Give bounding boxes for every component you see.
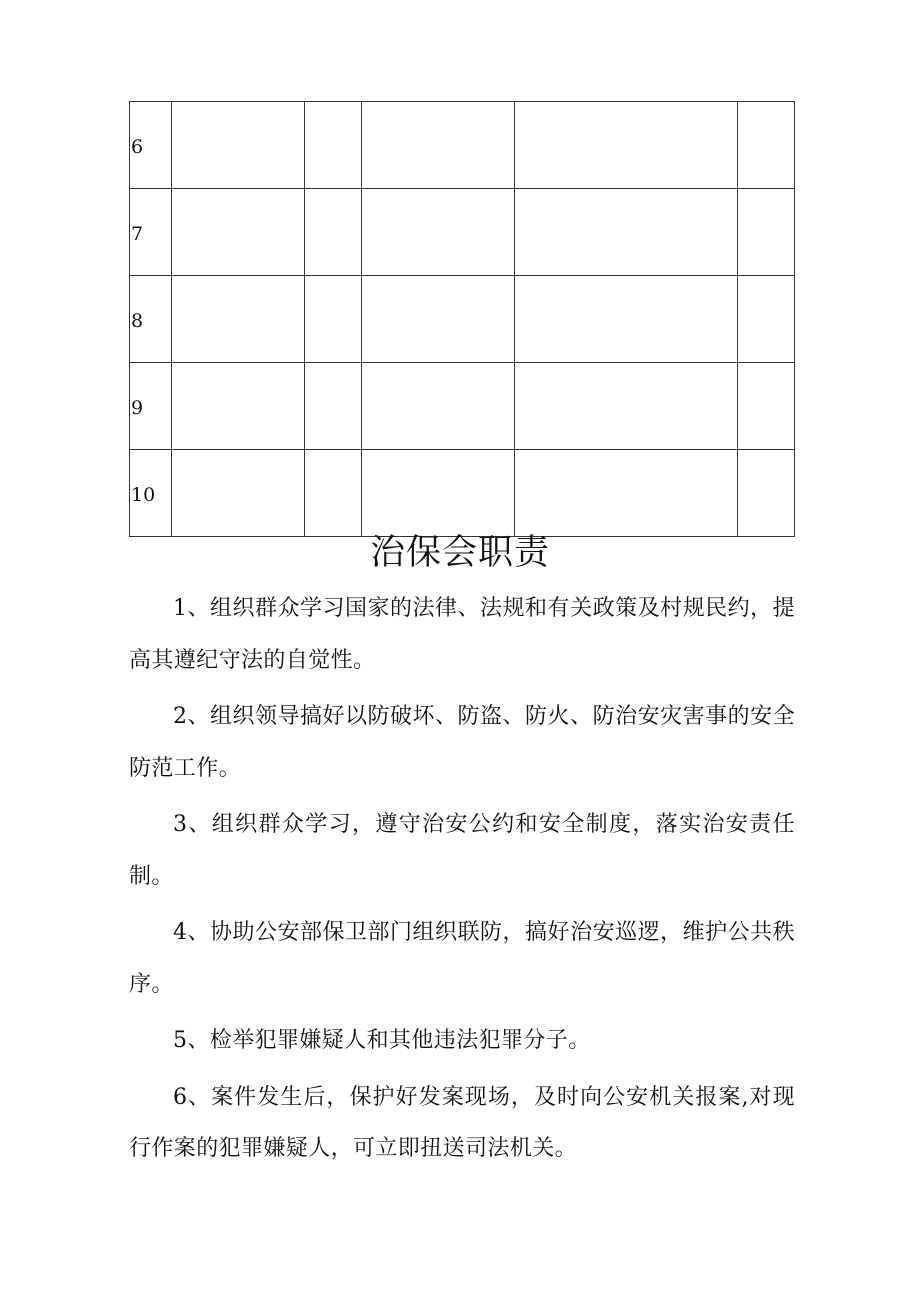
table-cell: [305, 276, 362, 363]
table-row: [130, 363, 795, 450]
duty-item: 4、协助公安部保卫部门组织联防，搞好治安巡逻，维护公共秩序。: [129, 920, 795, 997]
table-cell: [738, 189, 795, 276]
duties-list: [129, 583, 795, 1180]
table-row: [130, 102, 795, 189]
duty-item: 2、组织领导搞好以防破坏、防盗、防火、防治安灾害事的安全防范工作。: [129, 704, 795, 781]
table-cell: [738, 276, 795, 363]
table-cell: [362, 189, 515, 276]
table-cell: [305, 363, 362, 450]
duty-item: 6、案件发生后，保护好发案现场，及时向公安机关报案,对现行作案的犯罪嫌疑人，可立即扭送司法机关。: [129, 1084, 795, 1161]
row-number: 7: [130, 189, 172, 276]
page-title: 治保会职责: [369, 533, 550, 573]
table-cell: [362, 450, 515, 537]
table-cell: [305, 450, 362, 537]
table-cell: [515, 102, 738, 189]
table-cell: [738, 450, 795, 537]
duty-item: 1、组织群众学习国家的法律、法规和有关政策及村规民约，提高其遵纪守法的自觉性。: [129, 596, 795, 673]
table-cell: [515, 363, 738, 450]
duty-item: 3、组织群众学习，遵守治安公约和安全制度，落实治安责任制。: [129, 812, 795, 889]
table-cell: [738, 363, 795, 450]
record-table: [129, 101, 795, 537]
table-cell: [172, 102, 305, 189]
table-cell: [305, 102, 362, 189]
table-cell: [738, 102, 795, 189]
row-number: 9: [130, 363, 172, 450]
table-row: [130, 276, 795, 363]
table-cell: [515, 450, 738, 537]
table-cell: [172, 450, 305, 537]
table-cell: [362, 363, 515, 450]
table-cell: [362, 276, 515, 363]
table-cell: [362, 102, 515, 189]
table-cell: [515, 189, 738, 276]
duty-item: 5、检举犯罪嫌疑人和其他违法犯罪分子。: [173, 1028, 591, 1053]
row-number: 10: [130, 450, 172, 537]
table-cell: [305, 189, 362, 276]
row-number: 6: [130, 102, 172, 189]
table-row: [130, 189, 795, 276]
table-cell: [172, 189, 305, 276]
table-row: [130, 450, 795, 537]
table-cell: [172, 363, 305, 450]
row-number: 8: [130, 276, 172, 363]
table-cell: [515, 276, 738, 363]
table-cell: [172, 276, 305, 363]
